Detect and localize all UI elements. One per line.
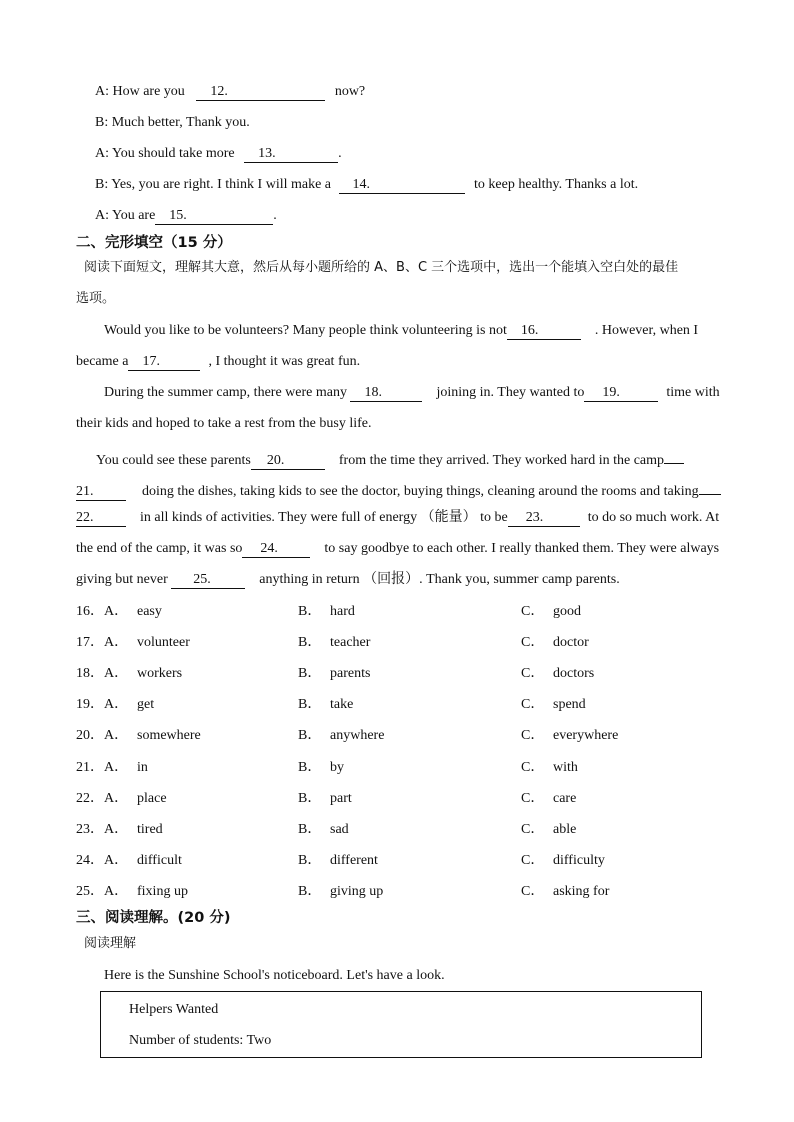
dialogue-line-b1: B: Much better, Thank you.	[95, 115, 250, 130]
blank-22[interactable]: 22.	[76, 510, 126, 527]
option-c-label: C．	[521, 697, 545, 713]
dialogue-line-13: A: You should take more 13. .	[95, 146, 342, 161]
passage-line-6: 21. doing the dishes, taking kids to see the doctor, buying things, cleaning around the rooms and taking	[76, 478, 721, 501]
option-c: good	[553, 604, 581, 619]
option-b-label: B．	[298, 697, 322, 713]
dialogue-line-14: B: Yes, you are right. I think I will make a 14. to keep healthy. Thanks a lot.	[95, 177, 639, 192]
option-b: anywhere	[330, 728, 385, 744]
option-b-label: B．	[298, 790, 322, 806]
option-c-label: C．	[521, 759, 545, 775]
option-number: 24．A．	[76, 852, 129, 868]
blank-16[interactable]: 16.	[507, 323, 581, 340]
option-a: place	[137, 790, 167, 806]
option-a: volunteer	[137, 635, 190, 651]
blank-18[interactable]: 18.	[350, 385, 422, 402]
noticeboard-box	[100, 991, 702, 1058]
option-b: part	[330, 790, 352, 806]
noticeboard-students: Number of students: Two	[129, 1033, 272, 1048]
section3-intro: Here is the Sunshine School's noticeboard. Let's have a look.	[104, 968, 445, 983]
blank-22-start	[699, 478, 721, 495]
option-a: difficult	[137, 852, 182, 868]
passage-line-1: Would you like to be volunteers? Many people think volunteering is not 16. . However, when I	[104, 323, 699, 338]
option-c: with	[553, 759, 578, 775]
blank-12[interactable]: 12.	[196, 84, 325, 101]
option-b-label: B．	[298, 728, 322, 744]
section2-instruction-cont: 选项。	[76, 291, 116, 306]
option-number: 23．A．	[76, 821, 129, 837]
option-c: doctors	[553, 666, 595, 682]
blank-19[interactable]: 19.	[584, 385, 658, 402]
section3-subheading: 阅读理解	[84, 936, 137, 951]
blank-25[interactable]: 25.	[171, 572, 245, 589]
option-b-label: B．	[298, 604, 322, 619]
option-c-label: C．	[521, 635, 545, 651]
option-b: teacher	[330, 635, 371, 651]
option-a: tired	[137, 821, 163, 837]
option-number: 18．A．	[76, 666, 129, 682]
passage-line-2: became a 17. , I thought it was great fun.	[76, 354, 361, 369]
option-c-label: C．	[521, 821, 545, 837]
option-c: spend	[553, 697, 586, 713]
option-c-label: C．	[521, 852, 545, 868]
option-c-label: C．	[521, 666, 545, 682]
passage-line-4: their kids and hoped to take a rest from the busy life.	[76, 416, 372, 431]
option-number: 16．A．	[76, 604, 129, 619]
option-number: 21．A．	[76, 759, 129, 775]
passage-line-9: giving but never 25. anything in return （回报）. Thank you, summer camp parents.	[76, 572, 620, 587]
option-c: asking for	[553, 883, 610, 899]
option-b-label: B．	[298, 635, 322, 651]
blank-20[interactable]: 20.	[251, 453, 325, 470]
option-c: able	[553, 821, 577, 837]
option-b: parents	[330, 666, 371, 682]
blank-14[interactable]: 14.	[339, 177, 465, 194]
option-c: doctor	[553, 635, 589, 651]
option-c: care	[553, 790, 577, 806]
passage-line-5: You could see these parents 20. from the time they arrived. They worked hard in the camp	[96, 447, 684, 470]
option-b-label: B．	[298, 759, 322, 775]
section2-heading: 二、完形填空（15 分）	[76, 235, 232, 251]
option-b: different	[330, 852, 378, 868]
option-a: in	[137, 759, 148, 775]
option-a: somewhere	[137, 728, 201, 744]
blank-17[interactable]: 17.	[128, 354, 200, 371]
option-b: hard	[330, 604, 355, 619]
passage-line-7: 22. in all kinds of activities. They were full of energy （能量） to be 23. to do so much work. At	[76, 510, 720, 525]
option-c-label: C．	[521, 790, 545, 806]
option-b-label: B．	[298, 666, 322, 682]
option-number: 22．A．	[76, 790, 129, 806]
option-a: get	[137, 697, 155, 713]
dialogue-line-12: A: How are you 12. now?	[95, 84, 366, 99]
section2-instruction: 阅读下面短文，理解其大意，然后从每小题所给的 A、B、C 三个选项中，选出一个能填入空白处的最佳	[84, 260, 679, 275]
blank-15[interactable]: 15.	[155, 208, 273, 225]
option-a: easy	[137, 604, 162, 619]
option-c: difficulty	[553, 852, 605, 868]
passage-line-8: the end of the camp, it was so 24. to say goodbye to each other. I really thanked them. They were always	[76, 541, 720, 556]
option-b-label: B．	[298, 852, 322, 868]
option-b: take	[330, 697, 354, 713]
noticeboard-title: Helpers Wanted	[129, 1002, 219, 1017]
section3-heading: 三、阅读理解。(20 分)	[76, 910, 231, 926]
passage-line-3: During the summer camp, there were many 18. joining in. They wanted to 19. time with	[104, 385, 720, 400]
dialogue-line-15: A: You are 15. .	[95, 208, 277, 223]
blank-13[interactable]: 13.	[244, 146, 338, 163]
option-c: everywhere	[553, 728, 619, 744]
option-a: fixing up	[137, 883, 188, 899]
option-b: sad	[330, 821, 349, 837]
option-a: workers	[137, 666, 183, 682]
option-number: 20．A．	[76, 728, 129, 744]
option-number: 25．A．	[76, 883, 129, 899]
blank-21-start	[664, 447, 684, 464]
blank-23[interactable]: 23.	[508, 510, 580, 527]
option-b-label: B．	[298, 821, 322, 837]
option-c-label: C．	[521, 728, 545, 744]
blank-21[interactable]: 21.	[76, 484, 126, 501]
option-b: by	[330, 759, 344, 775]
option-b-label: B．	[298, 883, 322, 899]
option-number: 19．A．	[76, 697, 129, 713]
option-b: giving up	[330, 883, 384, 899]
blank-24[interactable]: 24.	[242, 541, 310, 558]
option-c-label: C．	[521, 883, 545, 899]
option-number: 17．A．	[76, 635, 129, 651]
option-c-label: C．	[521, 604, 545, 619]
